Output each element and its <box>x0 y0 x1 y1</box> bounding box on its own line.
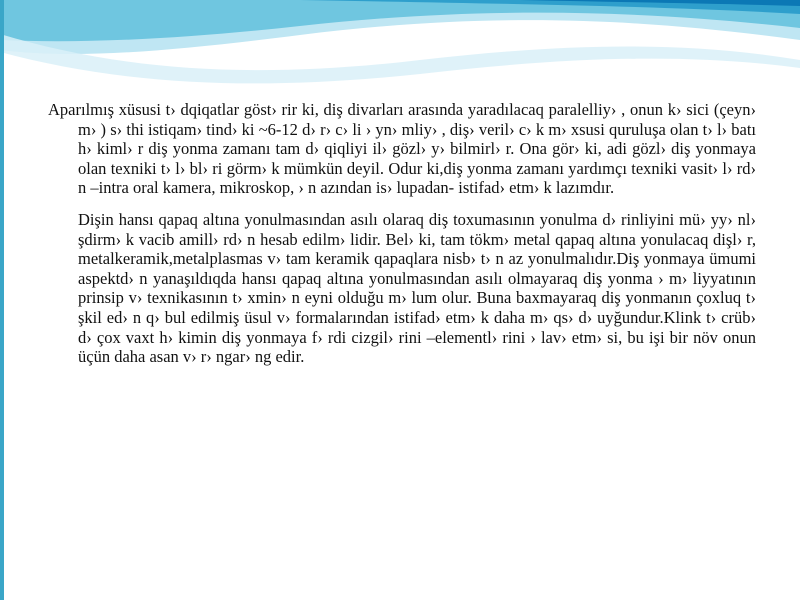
paragraph-2: Dişin hansı qapaq altına yonulmasından asılı olaraq diş toxumasının yonulma d› rinliyini mü› yy› nl› şdirm› k vacib amill› rd› n hesab edilm› lidir. Bel› ki, tam tökm› metal qapaq altına yonulacaq dişl› r, metalkeramik,metalplasmas v› tam keramik qapaqlara nisb› t› n az yonulmalıdır.Diş yonmaya ümumi aspektd› n yanaşıldıqda hansı qapaq altına yonulmasından asılı olmayaraq diş yonma › m› liyyatının prinsip v› texnikasının t› xmin› n eyni olduğu m› lum olur. Buna baxmayaraq diş yonmanın çoxluq t› şkil ed› n q› bul edilmiş üsul v› formalarından istifad› etm› k daha m› qs› d› uyğundur.Klink t› crüb› d› çox vaxt h› kimin diş yonmaya f› rdi cizgil› rini –elementl› rini › lav› etm› si, bu işi bir növ onun üçün daha asan v› r› ngar› ng edir. <box>78 209 756 367</box>
paragraph-1: Aparılmış xüsusi t› dqiqatlar göst› rir ki, diş divarları arasında yaradılacaq paralelliy› , onun k› sici (çeyn› m› ) s› thi istiqam› tind› ki ~6-12 d› r› c› li › yn› mliy› , diş› veril› c› k m› xsusi quruluşa olan t› l› batı h› kiml› r diş yonma zamanı tam d› qiqliyi il› gözl› y› bilmirl› r. Ona gör› ki, adi gözl› diş yonmaya olan texniki t› l› bl› ri görm› k mümkün deyil. Odur ki,diş yonma zamanı yardımçı texniki vasit› l› rd› n –intra oral kamera, mikroskop, › n azından is› lupadan- istifad› etm› k lazımdır. <box>48 100 756 198</box>
decorative-wave-header <box>0 0 800 110</box>
slide-body <box>48 100 756 367</box>
slide-left-edge <box>0 0 4 600</box>
